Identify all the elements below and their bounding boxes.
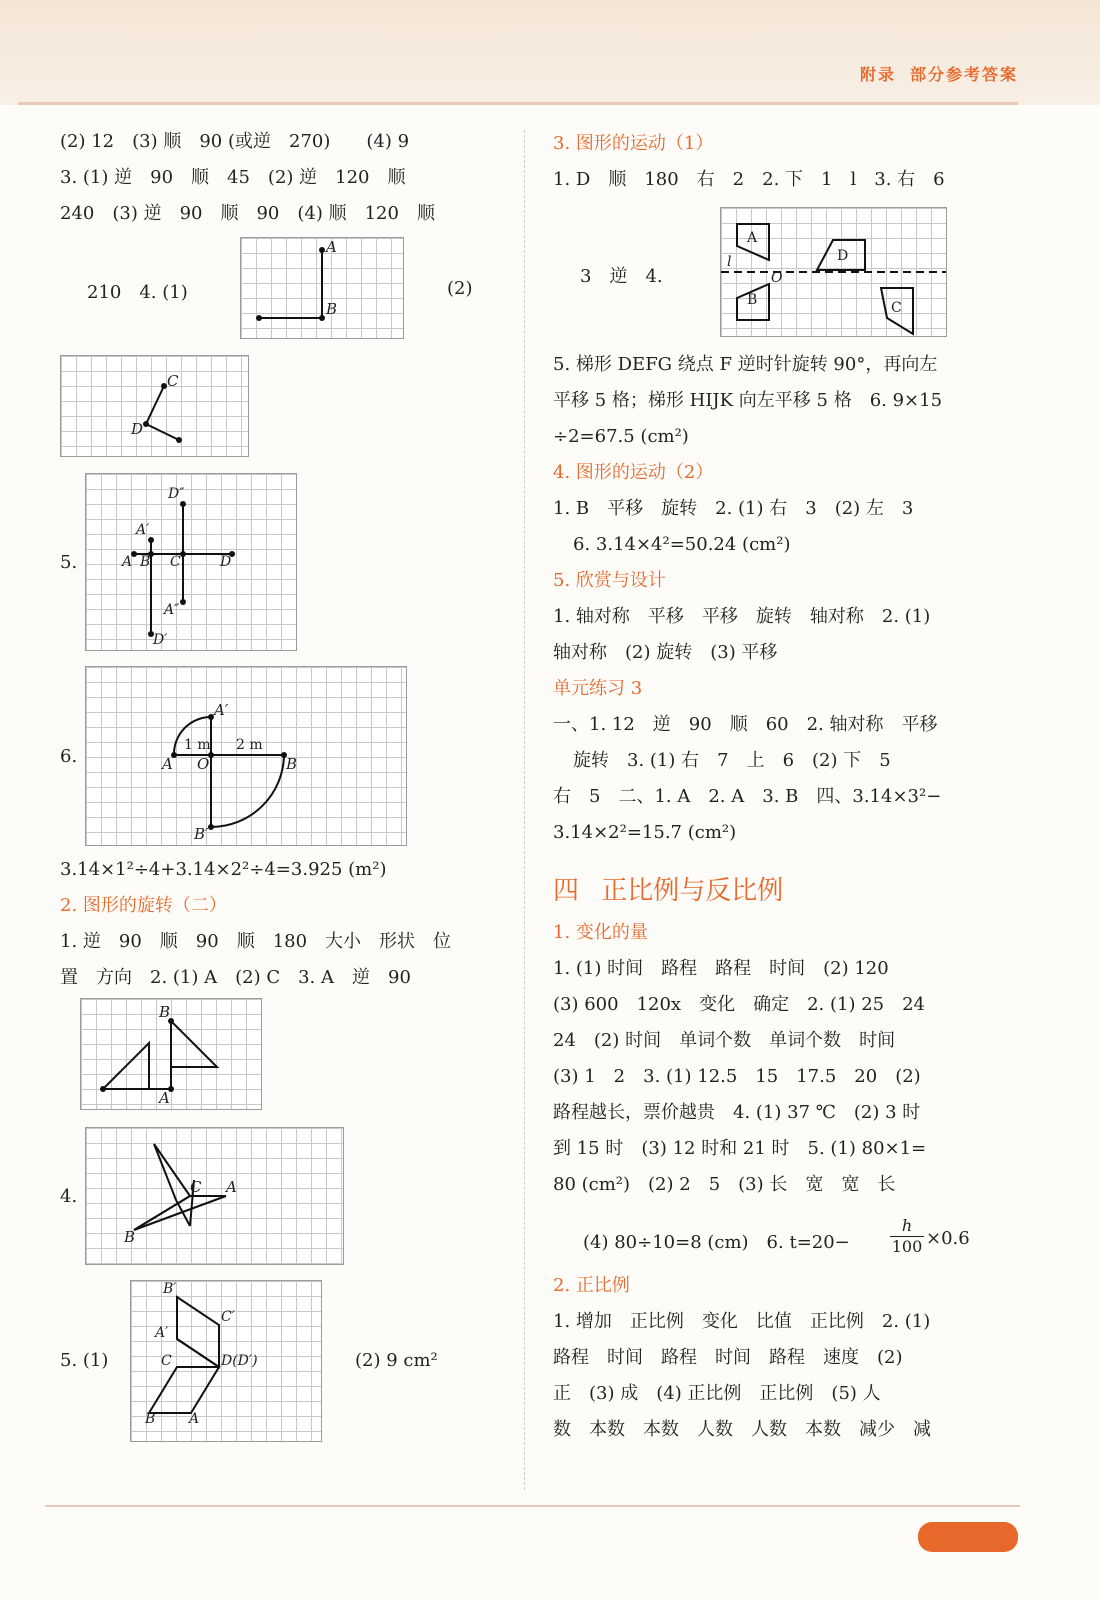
- right-column-top: [553, 126, 945, 198]
- point-label: B: [326, 300, 338, 318]
- grid-figure-motion-1: [720, 207, 947, 337]
- point-label: A: [159, 1089, 170, 1107]
- point-label: C: [161, 1353, 172, 1369]
- grid-figure-3: [80, 998, 262, 1110]
- question-number: 5. (1): [60, 1350, 109, 1371]
- chapter-number: 四: [553, 876, 580, 906]
- figure-6-lines: [86, 667, 406, 845]
- point-label: B′: [163, 1281, 177, 1297]
- point-label: D″: [168, 486, 185, 502]
- fraction: [890, 1216, 924, 1257]
- section-heading: 5. 欣赏与设计: [553, 570, 666, 591]
- running-header: [846, 62, 1018, 85]
- answer-line: ×0.6: [926, 1228, 970, 1249]
- axis-label: l: [727, 254, 732, 270]
- answer-line: (4) 80÷10=8 (cm) 6. t=20−: [583, 1232, 850, 1253]
- answer-line: 5. 梯形 DEFG 绕点 F 逆时针旋转 90°，再向左: [553, 354, 938, 375]
- chapter-heading: [553, 870, 783, 907]
- right-column-main: [553, 347, 942, 851]
- point-label: A″: [164, 602, 180, 618]
- answer-line: 6. 3.14×4²=50.24 (cm²): [573, 534, 791, 555]
- answer-line: 3.14×2²=15.7 (cm²): [553, 822, 737, 843]
- answer-line: 旋转 3. (1) 右 7 上 6 (2) 下 5: [573, 750, 891, 771]
- point-label: A′: [136, 522, 150, 538]
- point-label: C′: [221, 1309, 235, 1325]
- section-heading: 1. 变化的量: [553, 922, 648, 943]
- answer-line: 轴对称 (2) 旋转 (3) 平移: [553, 642, 778, 663]
- point-label: D: [131, 420, 144, 438]
- section-heading: 单元练习 3: [553, 678, 643, 699]
- page-header-band: [0, 0, 1100, 105]
- point-label: O: [197, 755, 210, 773]
- answer-line: 路程 时间 路程 时间 路程 速度 (2): [553, 1347, 903, 1368]
- answer-line: 1. (1) 时间 路程 路程 时间 (2) 120: [553, 958, 889, 979]
- point-label: A: [226, 1178, 237, 1196]
- point-label: B: [124, 1228, 136, 1246]
- fraction-numerator: h: [890, 1216, 924, 1237]
- point-label: B′: [194, 825, 209, 843]
- figure-motion-1-lines: [721, 208, 946, 336]
- point-label: D(D′): [221, 1353, 258, 1369]
- point-label: A′: [214, 701, 229, 719]
- figure-4-1-lines: [241, 238, 403, 338]
- left-column-lower: [60, 852, 451, 996]
- answer-line: 210 4. (1): [87, 282, 188, 303]
- answer-line: 右 5 二、1. A 2. A 3. B 四、3.14×3²−: [553, 786, 942, 807]
- length-label: 2 m: [236, 737, 263, 753]
- section-heading: 2. 正比例: [553, 1275, 630, 1296]
- grid-figure-6: [85, 666, 407, 846]
- point-label: B: [159, 1003, 171, 1021]
- length-label: 1 m: [184, 737, 211, 753]
- point-label: B: [145, 1411, 156, 1427]
- figure-3-lines: [81, 999, 261, 1109]
- point-label: D′: [153, 632, 168, 648]
- shape-label: A: [747, 230, 758, 246]
- grid-figure-4-1: [240, 237, 404, 339]
- point-label: O: [771, 270, 783, 286]
- answer-line: 24 (2) 时间 单词个数 单词个数 时间: [553, 1030, 896, 1051]
- answer-line: 到 15 时 (3) 12 时和 21 时 5. (1) 80×1=: [553, 1138, 927, 1159]
- answer-line: (2): [447, 278, 473, 299]
- answer-line: 3. (1) 逆 90 顺 45 (2) 逆 120 顺: [60, 167, 406, 188]
- point-label: A: [326, 238, 337, 256]
- answer-line: 1. 增加 正比例 变化 比值 正比例 2. (1): [553, 1311, 931, 1332]
- section-heading: 3. 图形的运动（1）: [553, 133, 714, 154]
- answers-title: 部分参考答案: [909, 65, 1018, 84]
- shape-label: C: [891, 300, 902, 316]
- column-divider: [524, 130, 525, 1490]
- answer-line: 平移 5 格；梯形 HIJK 向左平移 5 格 6. 9×15: [553, 390, 943, 411]
- point-label: C: [190, 1178, 202, 1196]
- shape-label: D: [837, 248, 849, 264]
- figure-4-2-lines: [61, 356, 248, 456]
- point-label: A′: [155, 1325, 169, 1341]
- section-heading: 2. 图形的旋转（二）: [60, 895, 227, 916]
- point-label: B: [286, 755, 298, 773]
- grid-figure-4-2: [60, 355, 249, 457]
- grid-figure-4b: [85, 1127, 344, 1265]
- answer-line: ÷2=67.5 (cm²): [553, 426, 689, 447]
- answer-line: 一、1. 12 逆 90 顺 60 2. 轴对称 平移: [553, 714, 938, 735]
- answer-line: 数 本数 本数 人数 人数 本数 减少 减: [553, 1419, 931, 1440]
- answer-line: (3) 600 120x 变化 确定 2. (1) 25 24: [553, 994, 926, 1015]
- section-heading: 4. 图形的运动（2）: [553, 462, 714, 483]
- question-number: 5.: [60, 552, 78, 573]
- answer-line: 1. 轴对称 平移 平移 旋转 轴对称 2. (1): [553, 606, 931, 627]
- answer-line: (2) 12 (3) 顺 90 (或逆 270) (4) 9: [60, 131, 410, 152]
- point-label: C: [170, 554, 181, 570]
- shape-label: B: [747, 292, 758, 308]
- answer-line: 1. 逆 90 顺 90 顺 180 大小 形状 位: [60, 931, 452, 952]
- answer-line: (3) 1 2 3. (1) 12.5 15 17.5 20 (2): [553, 1066, 921, 1087]
- point-label: A: [189, 1411, 200, 1427]
- answer-line: 正 (3) 成 (4) 正比例 正比例 (5) 人: [553, 1383, 881, 1404]
- point-label: A: [122, 554, 133, 570]
- point-label: B: [140, 554, 151, 570]
- header-rule: [18, 102, 1018, 105]
- right-column-bottom: [553, 1268, 931, 1448]
- grid-figure-5b: [130, 1280, 322, 1442]
- answer-line: 1. D 顺 180 右 2 2. 下 1 l 3. 右 6: [553, 169, 945, 190]
- answer-line: 路程越长，票价越贵 4. (1) 37 ℃ (2) 3 时: [553, 1102, 921, 1123]
- answer-line: 3 逆 4.: [580, 266, 663, 287]
- answer-line: (2) 9 cm²: [355, 1350, 438, 1371]
- answer-line: 240 (3) 逆 90 顺 90 (4) 顺 120 顺: [60, 203, 435, 224]
- left-column: [60, 124, 435, 232]
- grid-figure-5: [85, 473, 297, 651]
- point-label: A: [162, 755, 173, 773]
- question-number: 6.: [60, 746, 78, 767]
- question-number: 4.: [60, 1186, 78, 1207]
- appendix-label: 附录: [859, 65, 896, 84]
- page-badge: [918, 1522, 1018, 1552]
- right-column-chapter: [553, 915, 926, 1203]
- answer-line: 3.14×1²÷4+3.14×2²÷4=3.925 (m²): [60, 859, 387, 880]
- point-label: D: [220, 554, 232, 570]
- figure-5-lines: [86, 474, 296, 650]
- chapter-title: 正比例与反比例: [601, 876, 784, 906]
- fraction-denominator: 100: [891, 1237, 923, 1256]
- answer-line: 80 (cm²) (2) 2 5 (3) 长 宽 宽 长: [553, 1174, 896, 1195]
- answer-line: 置 方向 2. (1) A (2) C 3. A 逆 90: [60, 967, 411, 988]
- footer-rule: [45, 1505, 1020, 1507]
- point-label: C: [167, 372, 179, 390]
- answer-line: 1. B 平移 旋转 2. (1) 右 3 (2) 左 3: [553, 498, 914, 519]
